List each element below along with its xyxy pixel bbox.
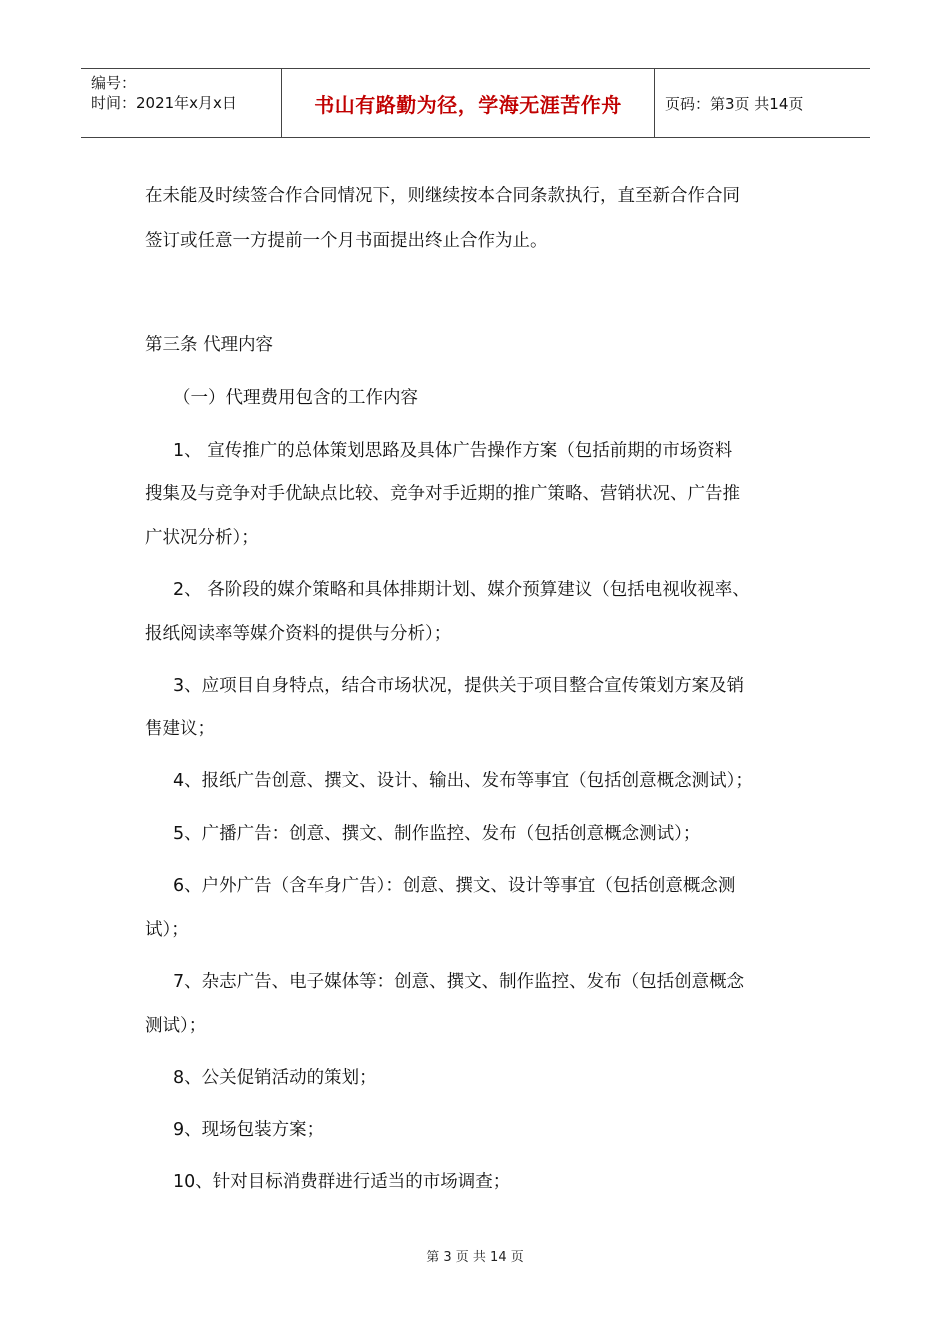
list-item: 4、报纸广告创意、撰文、设计、输出、发布等事宜（包括创意概念测试）； (173, 771, 753, 791)
header-motto-cell (282, 69, 655, 137)
list-item: 6、户外广告（含车身广告）：创意、撰文、设计等事宜（包括创意概念测 (173, 876, 736, 896)
list-item: 10、针对目标消费群进行适当的市场调查； (173, 1172, 511, 1192)
list-item: 8、公关促销活动的策划； (173, 1068, 377, 1088)
page-footer: 第 3 页 共 14 页 (426, 1250, 524, 1265)
list-item-continuation: 搜集及与竞争对手优缺点比较、竞争对手近期的推广策略、营销状况、广告推 (145, 484, 740, 504)
list-item: 9、现场包装方案； (173, 1120, 325, 1140)
document-date-label: 时间：2021年x月x日 (91, 94, 237, 112)
subsection-heading: （一）代理费用包含的工作内容 (173, 388, 418, 408)
paragraph-line: 签订或任意一方提前一个月书面提出终止合作为止。 (145, 231, 548, 251)
header-meta (81, 69, 282, 137)
list-item: 3、应项目自身特点，结合市场状况，提供关于项目整合宣传策划方案及销 (173, 676, 745, 696)
list-item-continuation: 测试）； (145, 1016, 207, 1036)
section-heading: 第三条 代理内容 (145, 335, 274, 355)
list-item: 2、 各阶段的媒介策略和具体排期计划、媒介预算建议（包括电视收视率、 (173, 580, 750, 600)
header-page-indicator: 页码：第3页 共14页 (665, 94, 804, 113)
list-item-continuation: 试）； (145, 920, 189, 940)
list-item-continuation: 报纸阅读率等媒介资料的提供与分析）； (145, 624, 452, 644)
list-item-continuation: 售建议； (145, 719, 215, 739)
page-header (81, 68, 870, 138)
paragraph-line: 在未能及时续签合作合同情况下，则继续按本合同条款执行，直至新合作合同 (145, 186, 740, 206)
list-item: 7、杂志广告、电子媒体等：创意、撰文、制作监控、发布（包括创意概念 (173, 972, 745, 992)
document-number-label: 编号： (91, 74, 137, 92)
list-item-continuation: 广状况分析）； (145, 528, 259, 548)
list-item: 5、广播广告：创意、撰文、制作监控、发布（包括创意概念测试）； (173, 824, 701, 844)
list-item: 1、 宣传推广的总体策划思路及具体广告操作方案（包括前期的市场资料 (173, 441, 733, 461)
header-motto: 书山有路勤为径，学海无涯苦作舟 (314, 92, 622, 117)
